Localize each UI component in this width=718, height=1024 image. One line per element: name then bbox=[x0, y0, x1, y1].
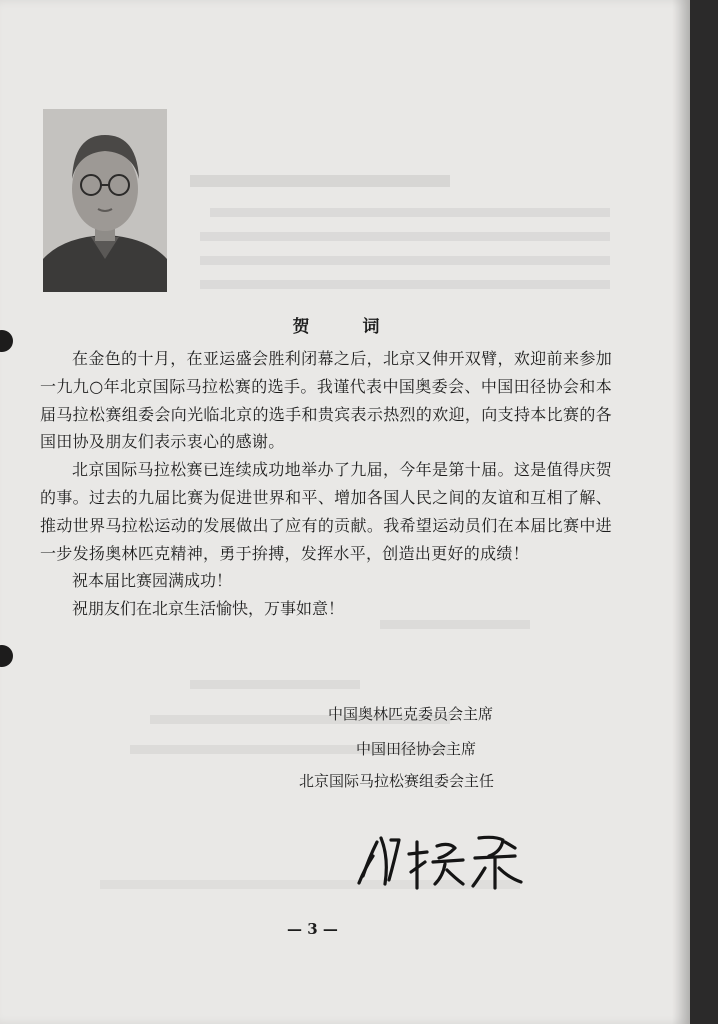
handwritten-signature bbox=[355, 828, 530, 898]
paragraph-1: 在金色的十月，在亚运盛会胜利闭幕之后，北京又伸开双臂，欢迎前来参加一九九○年北京国际马拉松赛的选手。我谨代表中国奥委会、中国田径协会和本届马拉松赛组委会向光临北京的选手和贵宾表示热烈的欢迎，向支持本比赛的各国田协及朋友们表示衷心的感谢。 bbox=[40, 349, 612, 452]
paragraph-2: 北京国际马拉松赛已连续成功地举办了九届，今年是第十届。这是值得庆贺的事。过去的九届比赛为促进世界和平、增加各国人民之间的友谊和互相了解、推动世界马拉松运动的发展做出了应有的贡献。我希望运动员们在本届比赛中进一步发扬奥林匹克精神，勇于拚搏，发挥水平，创造出更好的成绩！ bbox=[40, 460, 612, 563]
document-title: 贺 词 bbox=[292, 317, 398, 337]
paragraph-4: 祝朋友们在北京生活愉快，万事如意！ bbox=[72, 599, 345, 619]
message-body bbox=[40, 345, 612, 623]
signatory-title-2: 中国田径协会主席 bbox=[356, 740, 477, 758]
signatory-title-3: 北京国际马拉松赛组委会主任 bbox=[299, 772, 495, 790]
page-edge-shadow bbox=[672, 0, 690, 1024]
binder-hole-bottom bbox=[0, 645, 13, 667]
paragraph-3: 祝本届比赛园满成功！ bbox=[72, 571, 233, 591]
signatory-title-1: 中国奥林匹克委员会主席 bbox=[328, 705, 494, 723]
page-number: — 3 — bbox=[287, 920, 338, 938]
portrait-photo bbox=[43, 109, 167, 292]
